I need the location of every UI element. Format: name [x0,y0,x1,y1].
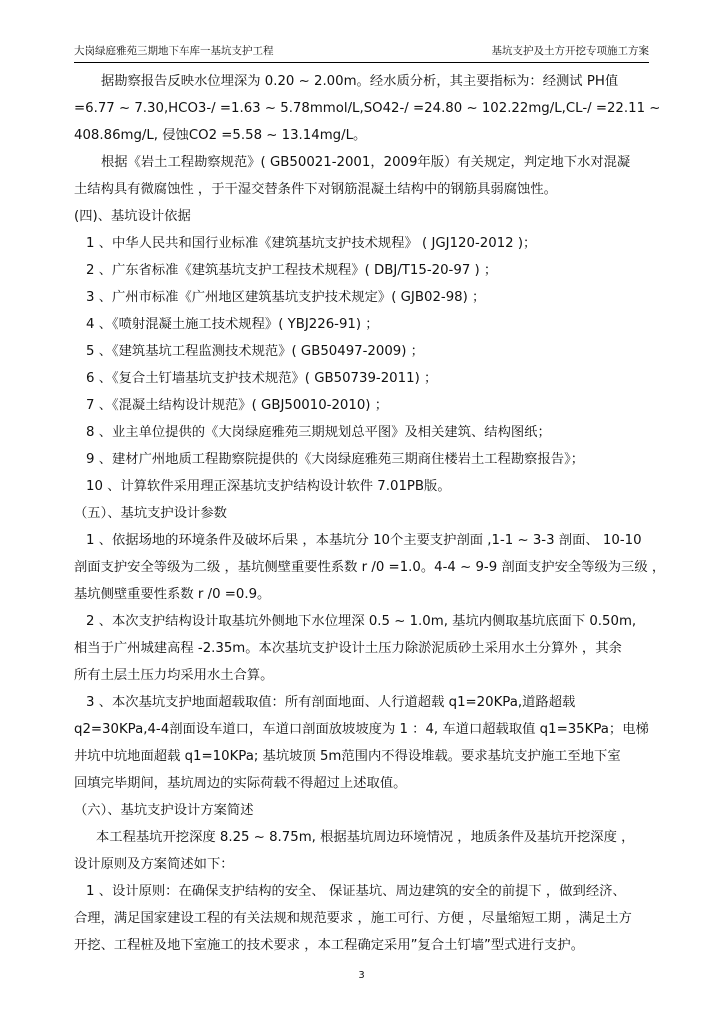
list-item: 8 、业主单位提供的《大岗绿庭雅苑三期规划总平图》及相关建筑、结构图纸； [86,425,551,440]
list-item: 9 、建材广州地质工程勘察院提供的《大岗绿庭雅苑三期商住楼岩土工程勘察报告》； [86,452,585,467]
list-item: 1 、依据场地的环境条件及破坏后果 ，本基坑分 10个主要支护剖面 ,1-1 ~ 3-3 剖面、 10-10 [86,533,642,548]
body-line: 408.86mg/L, 侵蚀CO2 =5.58 ~ 13.14mg/L。 [74,128,367,143]
body-line: 所有土层土压力均采用水土合算。 [74,668,274,683]
body-line: 基坑侧壁重要性系数 r /0 =0.9。 [74,587,271,602]
body-line: 本工程基坑开挖深度 8.25 ~ 8.75m, 根据基坑周边环境情况 ，地质条件及基坑开挖深度 ， [96,830,635,845]
body-line: 相当于广州城建高程 -2.35m。本次基坑支护设计土压力除淤泥质砂土采用水土分算外 ，其余 [74,641,622,656]
list-item: 5 、《建筑基坑工程监测技术规范》( GB50497-2009) ； [86,344,424,359]
body-line: 土结构具有微腐蚀性 ，于干湿交替条件下对钢筋混凝土结构中的钢筋具弱腐蚀性。 [74,182,557,197]
body-line: =6.77 ~ 7.30,HCO3-/ =1.63 ~ 5.78mmol/L,SO42-/ =24.80 ~ 102.22mg/L,CL-/ =22.11 ~ [74,101,661,116]
list-item: 7 、《混凝土结构设计规范》( GBJ50010-2010) ； [86,398,389,413]
list-item: 1 、设计原则：在确保支护结构的安全、 保证基坑、周边建筑的安全的前提下 ，做到经济、 [86,884,626,899]
body-line: 回填完毕期间，基坑周边的实际荷载不得超过上述取值。 [74,776,407,791]
section-heading: (四)、基坑设计依据 [74,209,191,224]
document-body [74,68,666,959]
body-line: 合理，满足国家建设工程的有关法规和规范要求 ，施工可行、方便 ，尽量缩短工期 ，满足土方 [74,911,632,926]
header-project-title: 大岗绿庭雅苑三期地下车库一基坑支护工程 [74,45,274,57]
list-item: 2 、本次支护结构设计取基坑外侧地下水位埋深 0.5 ~ 1.0m, 基坑内侧取基坑底面下 0.50m, [86,614,637,629]
list-item: 10 、计算软件采用理正深基坑支护结构设计软件 7.01PB版。 [86,479,451,494]
list-item: 6 、《复合土钉墙基坑支护技术规范》( GB50739-2011) ； [86,371,438,386]
body-line: q2=30KPa,4-4剖面设车道口，车道口剖面放坡坡度为 1 ：4, 车道口超载取值 q1=35KPa；电梯 [74,722,649,737]
header-document-title: 基坑支护及土方开挖专项施工方案 [491,45,649,57]
body-line: 根据《岩土工程勘察规范》( GB50021-2001，2009年版）有关规定，判定地下水对混凝 [101,155,631,170]
list-item: 4 、《喷射混凝土施工技术规程》( YBJ226-91) ； [86,317,379,332]
body-line: 井坑中坑地面超载 q1=10KPa; 基坑坡顶 5m范围内不得设堆载。要求基坑支护施工至地下室 [74,749,621,764]
body-line: 据勘察报告反映水位埋深为 0.20 ~ 2.00m。经水质分析，其主要指标为：经测试 PH值 [101,74,619,89]
page-number: 3 [358,970,365,981]
section-heading: （五）、基坑支护设计参数 [74,506,227,521]
body-line: 开挖、工程桩及地下室施工的技术要求 ，本工程确定采用”复合土钉墙”型式进行支护。 [74,938,584,953]
list-item: 2 、广东省标准《建筑基坑支护工程技术规程》( DBJ/T15-20-97 ) ； [86,263,498,278]
body-line: 剖面支护安全等级为二级 ，基坑侧壁重要性系数 r /0 =1.0。4-4 ~ 9-9 剖面支护安全等级为三级 ， [74,560,666,575]
list-item: 3 、本次基坑支护地面超载取值：所有剖面地面、人行道超载 q1=20KPa,道路超载 [86,695,576,710]
body-line: 设计原则及方案简述如下： [74,857,234,872]
section-heading: （六）、基坑支护设计方案简述 [74,803,254,818]
page-header [74,44,649,63]
list-item: 1 、中华人民共和国行业标准《建筑基坑支护技术规程》 ( JGJ120-2012 )； [86,236,537,251]
list-item: 3 、广州市标准《广州地区建筑基坑支护技术规定》( GJB02-98) ； [86,290,486,305]
